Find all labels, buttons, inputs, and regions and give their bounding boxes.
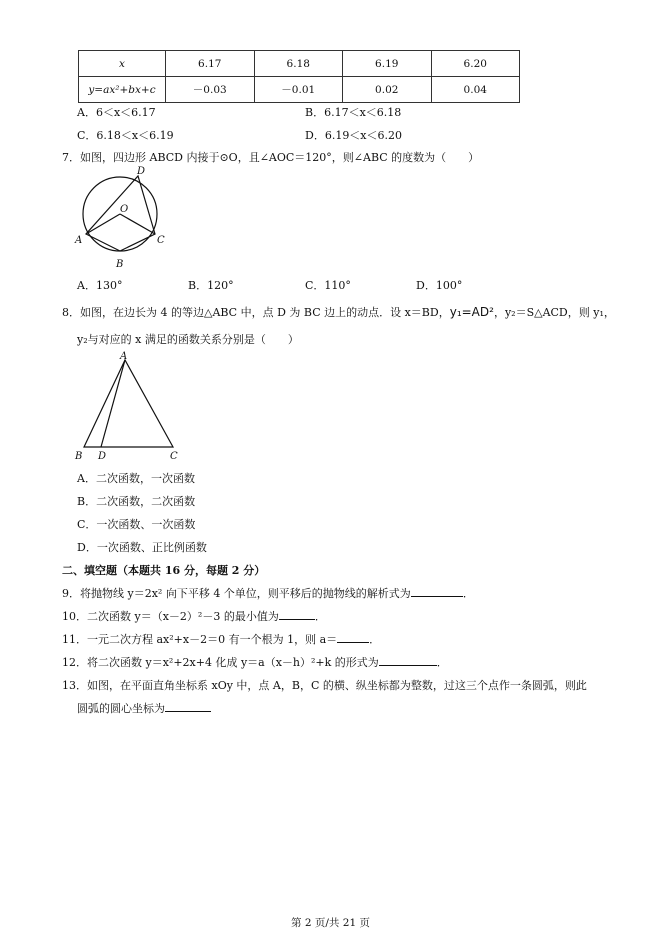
label-c: C	[170, 451, 178, 462]
q11	[62, 631, 380, 647]
q8-stem-part-b: ，y₂＝S△ACD，则 y₁，	[493, 306, 615, 319]
q8-option-b: B．二次函数，二次函数	[77, 495, 196, 508]
q6-option-d: D．6.19＜x＜6.20	[305, 129, 403, 142]
table-header-row	[79, 51, 520, 77]
q8-stem-part-a: 8．如图，在边长为 4 的等边△ABC 中，点 D 为 BC 边上的动点．设 x＝BD，	[62, 306, 450, 319]
answer-blank[interactable]	[379, 655, 437, 666]
q12-end: ．	[436, 656, 448, 669]
table-cell: 6.18	[254, 51, 343, 77]
q7-stem: 7．如图，四边形 ABCD 内接于⊙O，且∠AOC＝120°，则∠ABC 的度数为（ ）	[62, 151, 480, 164]
triangle-abc	[84, 360, 173, 447]
q10-text: 10．二次函数 y＝（x－2）²－3 的最小值为	[62, 610, 279, 623]
label-b: B	[116, 259, 124, 270]
answer-blank[interactable]	[337, 632, 369, 643]
q13-line2	[77, 700, 211, 716]
q10-end: ．	[314, 610, 326, 623]
q9	[62, 585, 474, 601]
q6-option-c: C．6.18＜x＜6.19	[77, 129, 174, 142]
q7-option-c: C．110°	[305, 279, 351, 292]
q7-option-a: A．130°	[77, 279, 123, 292]
q8-option-c: C．一次函数、一次函数	[77, 518, 196, 531]
label-a: A	[75, 235, 83, 246]
q7-option-d: D．100°	[416, 279, 463, 292]
q13-line1: 13．如图，在平面直角坐标系 xOy 中，点 A，B，C 的横、纵坐标都为整数，过这三个点作一条圆弧，则此	[62, 679, 587, 692]
table-row	[79, 77, 520, 103]
label-b: B	[75, 451, 83, 462]
table-cell: 6.17	[166, 51, 255, 77]
label-o: O	[120, 204, 129, 215]
q7-circle-figure	[70, 164, 180, 274]
q8-option-d: D．一次函数、正比例函数	[77, 541, 207, 554]
table-cell: 0.04	[431, 77, 520, 103]
q8-stem-y1: y₁=AD²	[449, 305, 494, 319]
segment-ao	[86, 214, 120, 234]
q12	[62, 654, 448, 670]
answer-blank[interactable]	[165, 701, 211, 712]
table-row-label: y=ax²+bx+c	[79, 77, 166, 103]
label-a: A	[120, 351, 128, 362]
label-d: D	[137, 166, 146, 177]
q8-stem-line2: y₂与对应的 x 满足的函数关系分别是（ ）	[77, 333, 299, 346]
q10	[62, 608, 326, 624]
table-cell: x	[79, 51, 166, 77]
value-table	[78, 50, 520, 103]
q12-text: 12．将二次函数 y＝x²+2x+4 化成 y＝a（x－h）²+k 的形式为	[62, 656, 379, 669]
answer-blank[interactable]	[411, 586, 463, 597]
q6-option-a: A．6＜x＜6.17	[77, 106, 156, 119]
answer-blank[interactable]	[279, 609, 315, 620]
q8-stem-line1	[62, 304, 615, 320]
q9-end: ．	[462, 587, 474, 600]
table-cell: 6.20	[431, 51, 520, 77]
table-cell: －0.01	[254, 77, 343, 103]
table-cell: 6.19	[343, 51, 432, 77]
section-title: 二、填空题（本题共 16 分，每题 2 分）	[62, 564, 266, 577]
q11-text: 11．一元二次方程 ax²+x－2＝0 有一个根为 1，则 a＝	[62, 633, 338, 646]
q13-text: 圆弧的圆心坐标为	[77, 702, 165, 715]
q8-triangle-figure	[72, 350, 192, 465]
table-cell: 0.02	[343, 77, 432, 103]
q9-text: 9．将抛物线 y＝2x² 向下平移 4 个单位，则平移后的抛物线的解析式为	[62, 587, 411, 600]
q6-option-b: B．6.17＜x＜6.18	[305, 106, 402, 119]
q8-option-a: A．二次函数，一次函数	[77, 472, 195, 485]
table-cell: －0.03	[166, 77, 255, 103]
q11-end: ．	[369, 633, 381, 646]
label-c: C	[157, 235, 165, 246]
q7-option-b: B．120°	[188, 279, 234, 292]
page-footer: 第 2 页/共 21 页	[291, 917, 370, 929]
label-d: D	[98, 451, 107, 462]
